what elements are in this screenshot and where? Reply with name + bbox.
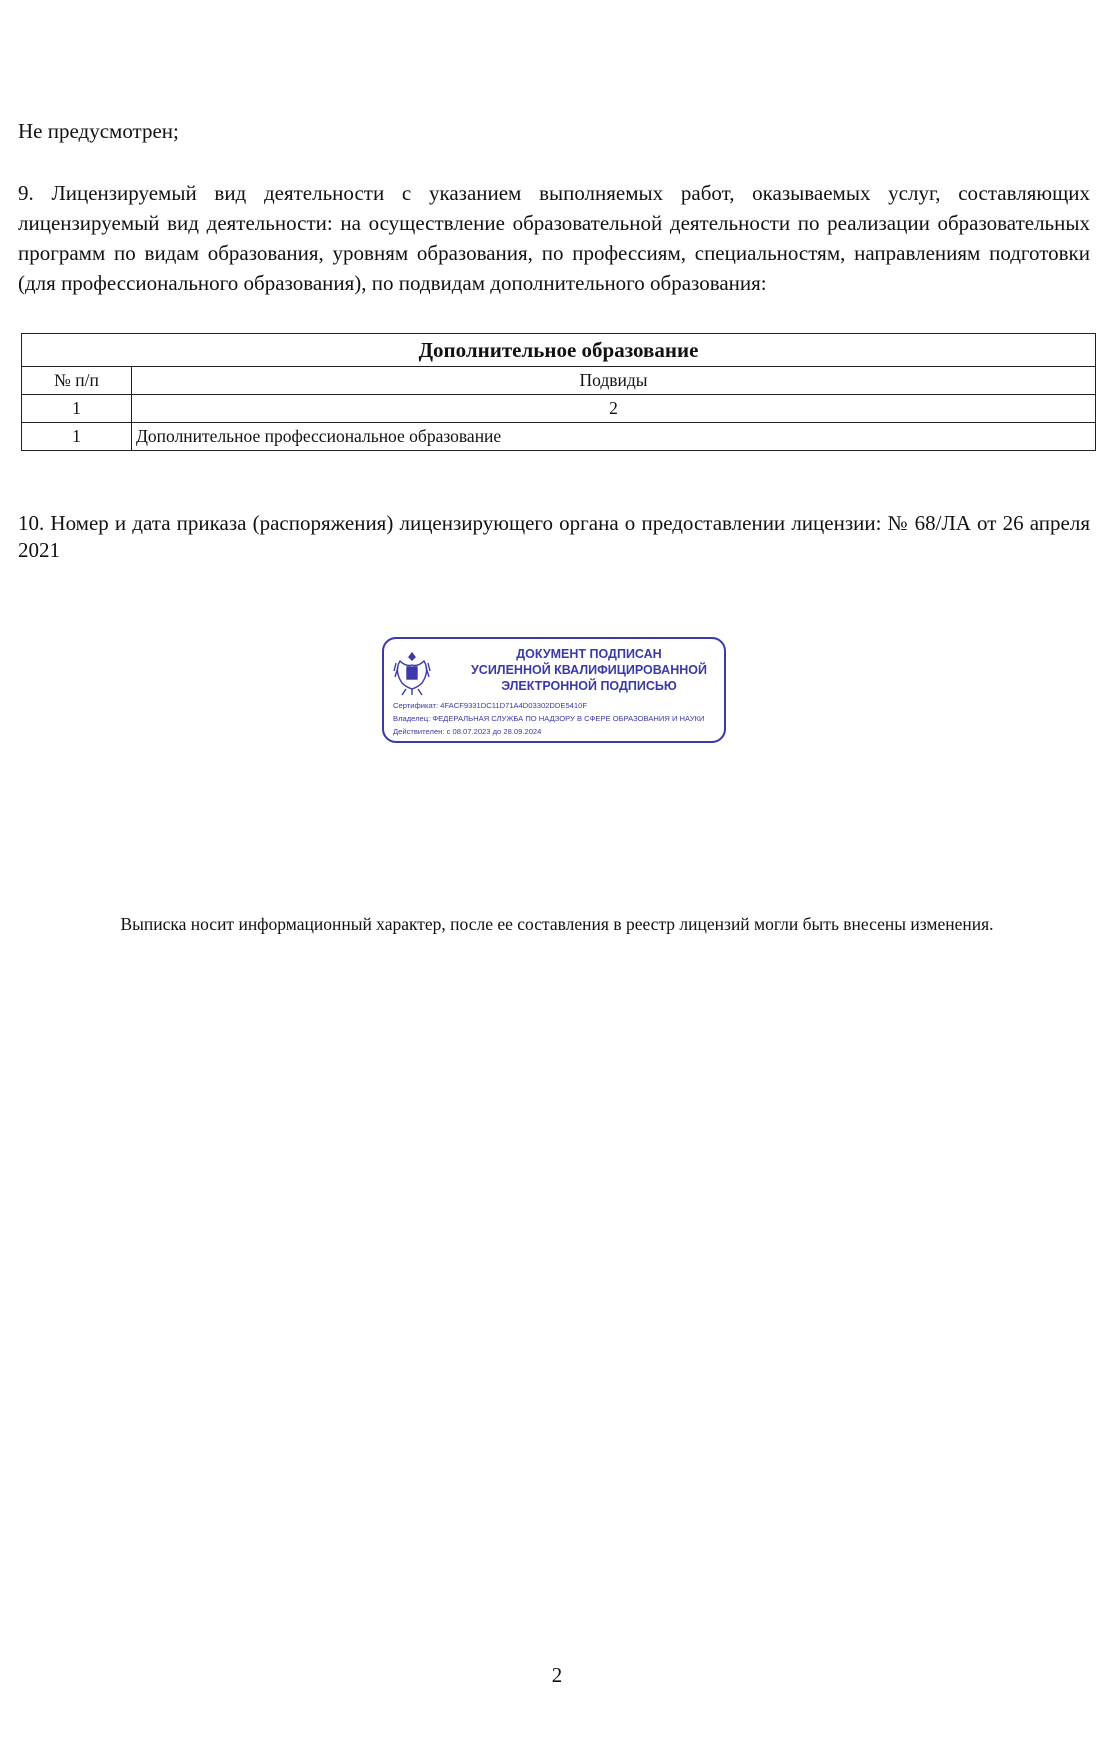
additional-education-table [21,333,1096,451]
page-number: 2 [551,1663,563,1687]
paragraph-order-number: 10. Номер и дата приказа (распоряжения) лицензирующего органа о предоставлении лицензии: № 68/ЛА от 26 апреля 2021 [18,511,1090,562]
stamp-owner: Владелец: ФЕДЕРАЛЬНАЯ СЛУЖБА ПО НАДЗОРУ В СФЕРЕ ОБРАЗОВАНИЯ И НАУКИ [393,714,705,723]
stamp-validity: Действителен: с 08.07.2023 до 28.09.2024 [393,727,542,736]
table-column-index: 2 [132,395,1096,423]
table-cell-subtype: Дополнительное профессиональное образование [132,423,1096,451]
table-column-index: 1 [22,395,132,423]
table-caption: Дополнительное образование [22,334,1096,367]
table-row [22,423,1096,451]
stamp-certificate: Сертификат: 4FACF9331DC11D71A4D03302DDE5410F [393,701,587,710]
coat-of-arms-icon [392,649,432,699]
informational-notice: Выписка носит информационный характер, после ее составления в реестр лицензий могли быть внесены изменения. [120,914,994,934]
electronic-signature-stamp [382,637,726,743]
table-cell-number: 1 [22,423,132,451]
paragraph-licensed-activity: 9. Лицензируемый вид деятельности с указанием выполняемых работ, оказываемых услуг, составляющих лицензируемый вид деятельности: на осуществление образовательной деятельности по реализации образовательных программ по видам образования, уровням образования, по профессиям, специальностям, направлениям подготовки (для профессионального образования), по подвидам дополнительного образования: [18,181,1090,295]
stamp-title: ДОКУМЕНТ ПОДПИСАН УСИЛЕННОЙ КВАЛИФИЦИРОВАННОЙ ЭЛЕКТРОННОЙ ПОДПИСЬЮ [471,647,707,693]
table-header-number: № п/п [22,367,132,395]
paragraph-not-provided: Не предусмотрен; [18,119,179,143]
table-header-subtypes: Подвиды [132,367,1096,395]
